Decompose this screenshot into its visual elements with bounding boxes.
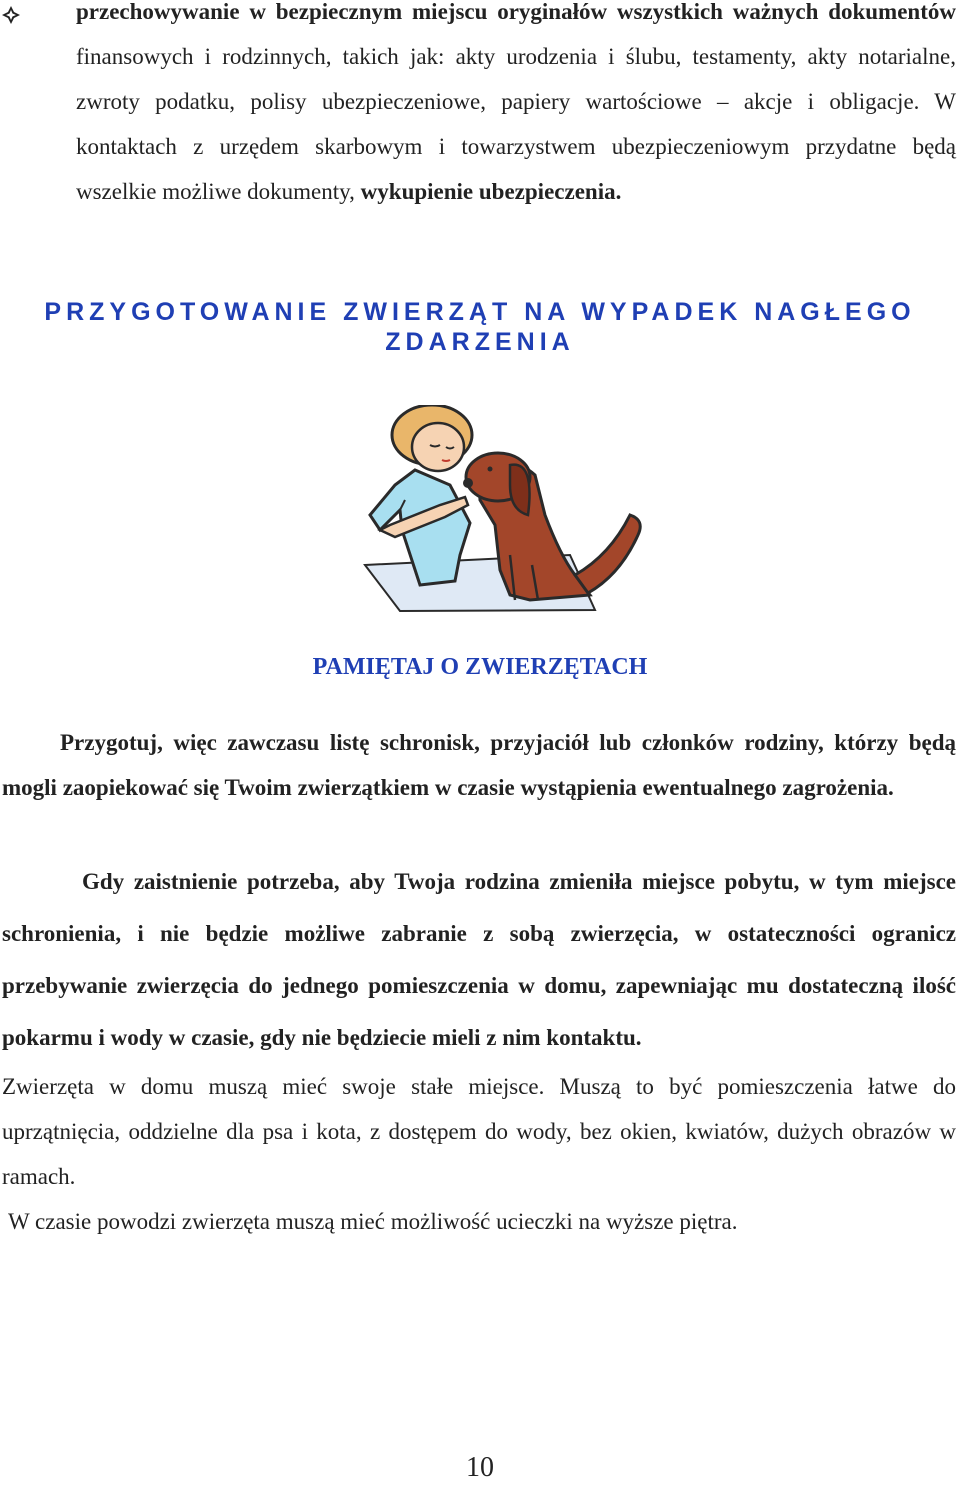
subheading: PAMIĘTAJ O ZWIERZĘTACH: [312, 654, 648, 680]
paragraph-relocation: Gdy zaistnienie potrzeba, aby Twoja rodzina zmieniła miejsce pobytu, w tym miejsce schronienia, i nie będzie możliwe zabranie z sobą zwierzęcia, w ostateczności ogranicz przebywanie zwierzęcia do jednego pomieszczenia w domu, zapewniając mu dostateczną ilość pokarmu i wody w czasie, gdy nie będziecie mieli z nim kontaktu.: [2, 869, 956, 1050]
paragraph-shelter-list: Przygotuj, więc zawczasu listę schronisk, przyjaciół lub członków rodziny, którzy będą mogli zaopiekować się Twoim zwierzątkiem w czasie wystąpienia ewentualnego zagrożenia.: [2, 730, 956, 800]
heading-line-2: ZDARZENIA: [385, 328, 575, 356]
page-number: 10: [466, 1452, 494, 1483]
paragraph-flood: W czasie powodzi zwierzęta muszą mieć możliwość ucieczki na wyższe piętra.: [8, 1209, 738, 1234]
section-heading: [0, 297, 960, 357]
paragraph-home-place: Zwierzęta w domu muszą mieć swoje stałe miejsce. Muszą to być pomieszczenia łatwe do uprzątnięcia, oddzielne dla psa i kota, z dostępem do wody, bez okien, kwiatów, dużych obrazów w ramach.: [2, 1074, 956, 1189]
bullet-text: finansowych i rodzinnych, takich jak: akty urodzenia i ślubu, testamenty, akty notarialne, zwroty podatku, polisy ubezpieczeniowe, papiery wartościowe – akcje i obligacje. W kontaktach z urzędem skarbowym i towarzystwem ubezpieczeniowym przydatne będą wszelkie możliwe dokumenty,: [76, 44, 956, 204]
bullet-bold-lead: przechowywanie w bezpiecznym miejscu oryginałów wszystkich ważnych dokumentów: [76, 0, 956, 24]
bullet-paragraph: [76, 0, 956, 214]
heading-line-1: PRZYGOTOWANIE ZWIERZĄT NA WYPADEK NAGŁEGO: [44, 298, 916, 326]
bullet-bold-tail: wykupienie ubezpieczenia.: [360, 179, 622, 204]
woman-hugging-dog-illustration: [360, 405, 660, 615]
diamond-bullet-icon: [2, 6, 20, 24]
